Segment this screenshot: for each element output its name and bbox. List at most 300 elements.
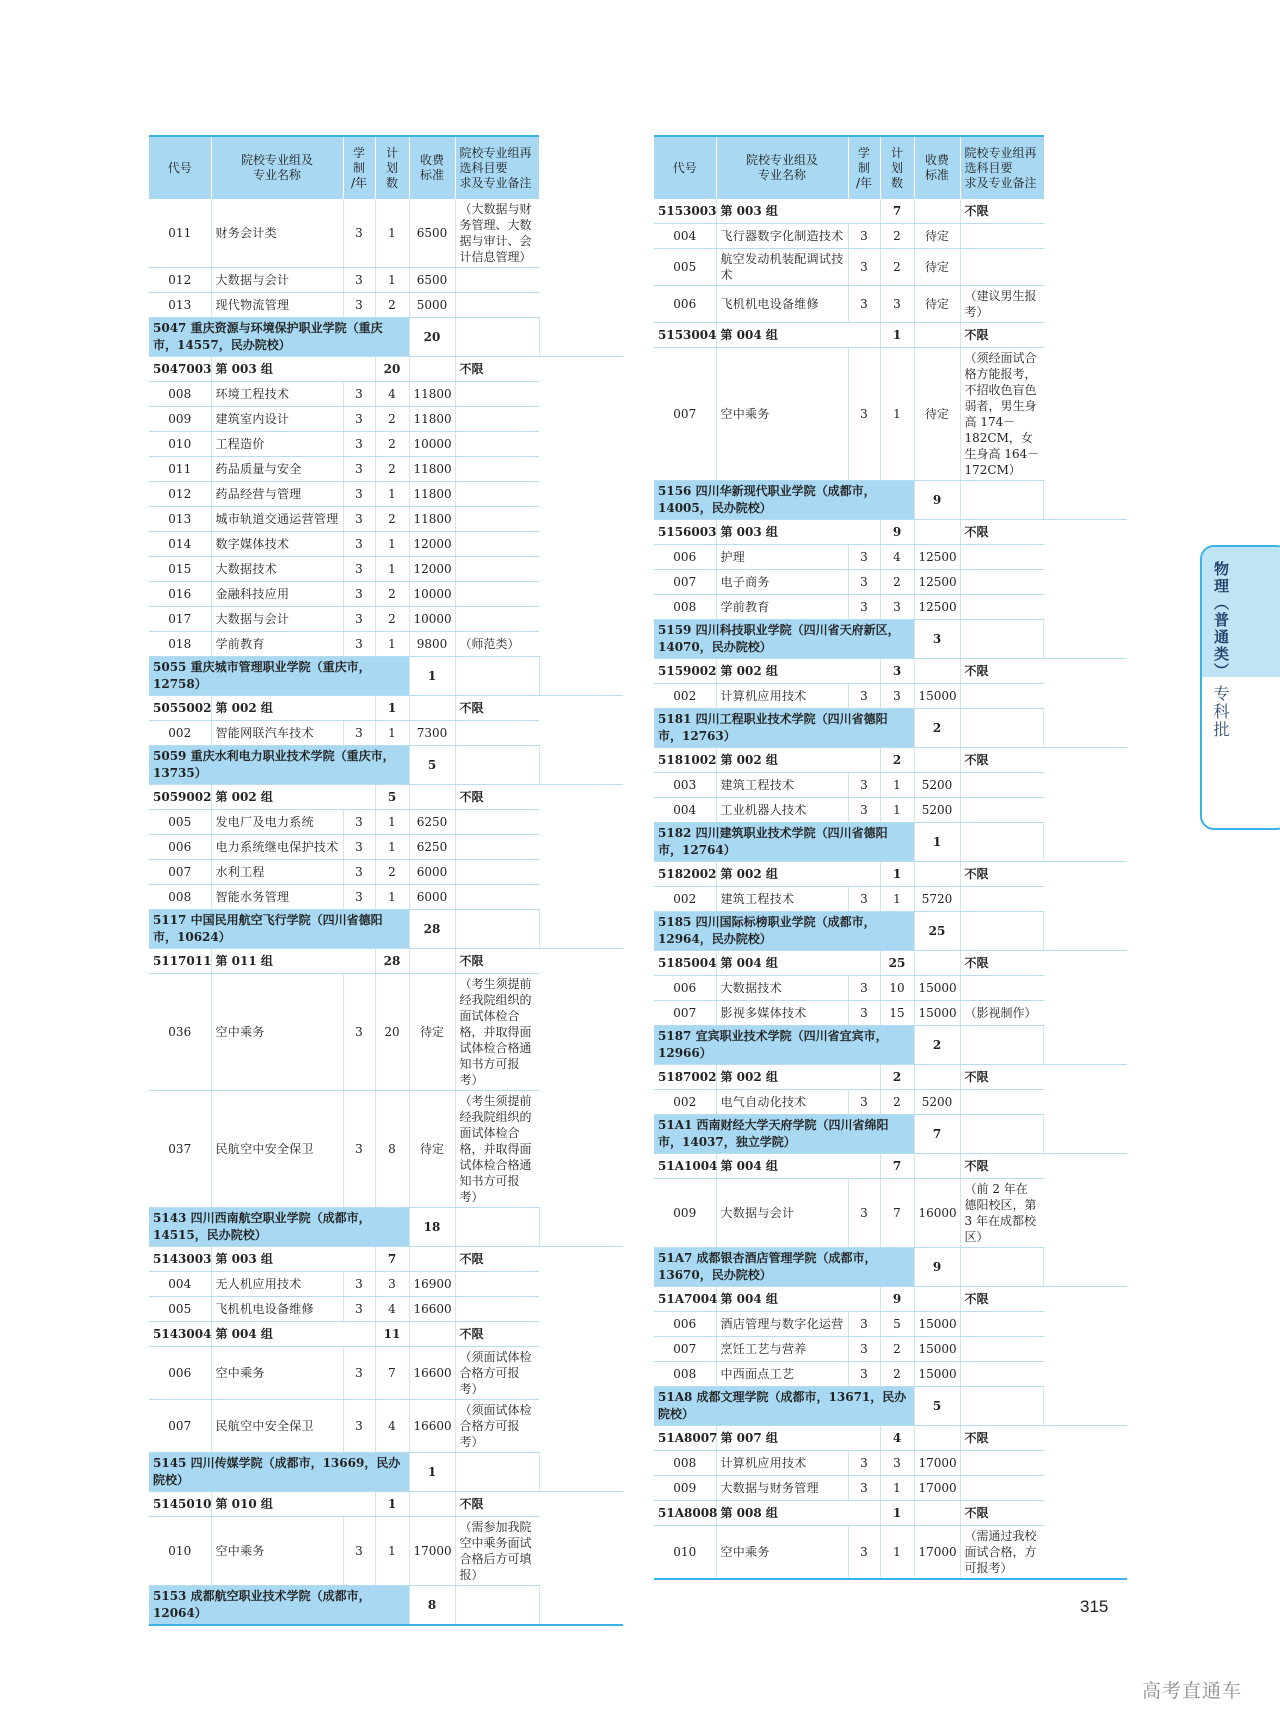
tuition-fee: 11800 [409,482,455,507]
major-code: 017 [149,607,211,632]
major-code: 006 [149,1347,211,1400]
study-years: 3 [343,1272,375,1297]
study-years: 3 [848,1090,880,1115]
major-name: 大数据与财务管理 [716,1476,848,1501]
tuition-fee: 12500 [914,595,960,620]
school-name: 5047 重庆资源与环境保护职业学院（重庆市，14557，民办院校） [149,318,409,357]
major-row [149,632,623,657]
empty-cell [539,1453,623,1492]
plan-count: 20 [375,974,409,1091]
major-remark [455,607,539,632]
header-code: 代号 [149,136,211,199]
major-row [149,974,623,1091]
group-name: 第 011 组 [211,949,375,974]
plan-count: 11 [375,1322,409,1347]
study-years: 3 [343,407,375,432]
major-remark: （须面试体检合格方可报考） [455,1400,539,1453]
major-name: 护理 [716,545,848,570]
study-years: 3 [848,773,880,798]
major-row [149,407,623,432]
major-row [654,684,1127,709]
major-name: 中西面点工艺 [716,1362,848,1387]
plan-count: 1 [375,1517,409,1586]
major-code: 007 [149,1400,211,1453]
major-remark [455,721,539,746]
study-years: 3 [343,860,375,885]
empty-cell [1044,1248,1128,1287]
plan-count: 3 [375,1272,409,1297]
subject-requirement: 不限 [960,199,1044,224]
empty-cell [1044,481,1128,520]
study-years: 3 [848,249,880,286]
major-code: 011 [149,457,211,482]
empty-cell [960,912,1044,951]
major-remark: （前 2 年在德阳校区，第 3 年在成都校区） [960,1179,1044,1248]
study-years: 3 [343,432,375,457]
group-code: 5055002 [149,696,211,721]
plan-count: 28 [375,949,409,974]
header-fee: 收费 标准 [409,136,455,199]
major-name: 数字媒体技术 [211,532,343,557]
empty-cell [960,1115,1044,1154]
major-name: 空中乘务 [211,1517,343,1586]
study-years: 3 [848,1476,880,1501]
plan-count: 2 [375,507,409,532]
major-row [149,293,623,318]
school-name: 5145 四川传媒学院（成都市，13669，民办院校） [149,1453,409,1492]
side-tab-batch: 专科批 [1211,685,1230,739]
major-row [654,1362,1127,1387]
study-years: 3 [848,1362,880,1387]
major-remark: （考生须提前经我院组织的面试体检合格，并取得面试体检合格通知书方可报考） [455,974,539,1091]
school-name: 51A7 成都银杏酒店管理学院（成都市，13670，民办院校） [654,1248,914,1287]
group-name: 第 008 组 [716,1501,880,1526]
right-table-header [654,136,1127,199]
major-row [149,532,623,557]
tuition-fee: 待定 [409,974,455,1091]
major-code: 002 [654,1090,716,1115]
empty-cell [914,659,960,684]
major-code: 014 [149,532,211,557]
header-plan: 计 划 数 [880,136,914,199]
group-row [654,199,1127,224]
empty-cell [1044,1026,1128,1065]
study-years: 3 [848,1179,880,1248]
plan-count: 3 [914,620,960,659]
major-remark [455,268,539,293]
major-remark [455,457,539,482]
header-fee: 收费 标准 [914,136,960,199]
major-code: 013 [149,293,211,318]
empty-cell [1044,1387,1128,1426]
right-admissions-table [654,135,1127,1580]
school-name: 5055 重庆城市管理职业学院（重庆市，12758） [149,657,409,696]
plan-count: 4 [880,1426,914,1451]
major-code: 037 [149,1091,211,1208]
major-remark [960,1337,1044,1362]
subject-requirement: 不限 [960,748,1044,773]
empty-cell [539,1208,623,1247]
plan-count: 4 [375,382,409,407]
tuition-fee: 10000 [409,432,455,457]
major-row [654,286,1127,323]
plan-count: 7 [880,1179,914,1248]
major-code: 009 [654,1476,716,1501]
major-name: 民航空中安全保卫 [211,1091,343,1208]
major-code: 012 [149,268,211,293]
school-row [149,910,623,949]
major-name: 智能水务管理 [211,885,343,910]
plan-count: 3 [880,595,914,620]
school-row [654,481,1127,520]
major-remark: （影视制作） [960,1001,1044,1026]
major-name: 工程造价 [211,432,343,457]
subject-requirement: 不限 [960,862,1044,887]
empty-cell [914,323,960,348]
study-years: 3 [848,570,880,595]
group-code: 5047003 [149,357,211,382]
group-row [149,785,623,810]
major-code: 009 [149,407,211,432]
major-row [149,885,623,910]
study-years: 3 [848,545,880,570]
school-row [654,620,1127,659]
plan-count: 9 [914,481,960,520]
empty-cell [409,696,455,721]
major-name: 建筑室内设计 [211,407,343,432]
group-name: 第 004 组 [211,1322,375,1347]
group-code: 5181002 [654,748,716,773]
group-code: 5187002 [654,1065,716,1090]
tuition-fee: 15000 [914,1337,960,1362]
group-code: 5143003 [149,1247,211,1272]
group-name: 第 003 组 [716,520,880,545]
major-code: 007 [654,348,716,481]
study-years: 3 [343,199,375,268]
header-remarks: 院校专业组再选科目要 求及专业备注 [960,136,1044,199]
study-years: 3 [343,582,375,607]
subject-requirement: 不限 [960,1426,1044,1451]
empty-cell [455,910,539,949]
group-name: 第 010 组 [211,1492,375,1517]
major-remark: （建议男生报考） [960,286,1044,323]
plan-count: 2 [880,1362,914,1387]
major-row [149,1297,623,1322]
tuition-fee: 7300 [409,721,455,746]
major-name: 飞机机电设备维修 [716,286,848,323]
empty-cell [914,1501,960,1526]
major-row [149,1091,623,1208]
plan-count: 10 [880,976,914,1001]
plan-count: 1 [409,657,455,696]
major-name: 民航空中安全保卫 [211,1400,343,1453]
plan-count: 2 [914,709,960,748]
header-years: 学 制 /年 [848,136,880,199]
major-name: 烹饪工艺与营养 [716,1337,848,1362]
major-name: 建筑工程技术 [716,773,848,798]
major-name: 电力系统继电保护技术 [211,835,343,860]
major-row [149,835,623,860]
plan-count: 7 [375,1247,409,1272]
major-code: 036 [149,974,211,1091]
empty-cell [409,357,455,382]
major-remark [960,976,1044,1001]
school-row [654,1248,1127,1287]
major-code: 006 [654,1312,716,1337]
plan-count: 2 [375,407,409,432]
major-row [654,1526,1127,1580]
subject-requirement: 不限 [455,1492,539,1517]
empty-cell [409,785,455,810]
group-name: 第 003 组 [211,357,375,382]
school-row [654,1026,1127,1065]
tuition-fee: 10000 [409,582,455,607]
tuition-fee: 15000 [914,1001,960,1026]
plan-count: 8 [409,1586,455,1626]
tuition-fee: 待定 [409,1091,455,1208]
major-code: 008 [654,1451,716,1476]
group-row [149,1492,623,1517]
major-code: 011 [149,199,211,268]
empty-cell [1044,912,1128,951]
major-name: 空中乘务 [211,1347,343,1400]
major-row [654,976,1127,1001]
plan-count: 1 [880,323,914,348]
major-name: 财务会计类 [211,199,343,268]
empty-cell [409,1492,455,1517]
school-name: 5153 成都航空职业技术学院（成都市，12064） [149,1586,409,1626]
subject-requirement: 不限 [455,785,539,810]
group-name: 第 004 组 [716,951,880,976]
study-years: 3 [343,293,375,318]
empty-cell [1044,709,1128,748]
major-name: 大数据与会计 [211,607,343,632]
school-name: 5187 宜宾职业技术学院（四川省宜宾市，12966） [654,1026,914,1065]
page-number: 315 [1080,1597,1109,1616]
major-remark [960,224,1044,249]
major-name: 大数据与会计 [716,1179,848,1248]
study-years: 3 [343,1347,375,1400]
tuition-fee: 待定 [914,224,960,249]
empty-cell [914,1065,960,1090]
major-remark [455,860,539,885]
school-row [654,1115,1127,1154]
plan-count: 1 [880,1476,914,1501]
plan-count: 1 [375,199,409,268]
subject-requirement: 不限 [960,520,1044,545]
study-years: 3 [848,1451,880,1476]
empty-cell [914,951,960,976]
major-remark: （需通过我校面试合格，方可报考） [960,1526,1044,1580]
major-remark: （考生须提前经我院组织的面试体检合格，并取得面试体检合格通知书方可报考） [455,1091,539,1208]
major-name: 药品经营与管理 [211,482,343,507]
plan-count: 20 [409,318,455,357]
major-row [149,582,623,607]
group-row [654,323,1127,348]
major-remark [455,810,539,835]
major-remark [960,595,1044,620]
study-years: 3 [343,507,375,532]
empty-cell [960,709,1044,748]
plan-count: 1 [375,532,409,557]
school-row [654,709,1127,748]
empty-cell [455,1208,539,1247]
study-years: 3 [343,632,375,657]
major-name: 计算机应用技术 [716,1451,848,1476]
plan-count: 1 [409,1453,455,1492]
school-name: 5156 四川华新现代职业学院（成都市，14005，民办院校） [654,481,914,520]
school-name: 5181 四川工程职业技术学院（四川省德阳市，12763） [654,709,914,748]
tuition-fee: 12500 [914,545,960,570]
plan-count: 25 [914,912,960,951]
plan-count: 1 [375,557,409,582]
major-name: 水利工程 [211,860,343,885]
school-row [149,1208,623,1247]
major-row [149,1517,623,1586]
major-remark: （须面试体检合格方可报考） [455,1347,539,1400]
study-years: 3 [848,1526,880,1580]
major-name: 空中乘务 [716,1526,848,1580]
empty-cell [914,862,960,887]
major-remark [455,1297,539,1322]
empty-cell [455,318,539,357]
group-row [654,748,1127,773]
empty-cell [409,1322,455,1347]
study-years: 3 [848,286,880,323]
major-remark [455,293,539,318]
major-remark [960,1362,1044,1387]
tuition-fee: 17000 [914,1476,960,1501]
subject-requirement: 不限 [960,1154,1044,1179]
major-remark [455,557,539,582]
tuition-fee: 17000 [914,1526,960,1580]
major-code: 008 [149,382,211,407]
major-remark [960,1090,1044,1115]
major-code: 010 [654,1526,716,1580]
study-years: 3 [343,885,375,910]
school-name: 5117 中国民用航空飞行学院（四川省德阳市，10624） [149,910,409,949]
major-name: 影视多媒体技术 [716,1001,848,1026]
tuition-fee: 6000 [409,860,455,885]
group-code: 5182002 [654,862,716,887]
plan-count: 15 [880,1001,914,1026]
group-row [654,862,1127,887]
group-code: 5153003 [654,199,716,224]
major-row [149,268,623,293]
side-tab-category: 物理（普通类） [1212,561,1230,680]
study-years: 3 [343,1400,375,1453]
study-years: 3 [343,810,375,835]
tuition-fee: 5200 [914,773,960,798]
tuition-fee: 5200 [914,798,960,823]
subject-requirement: 不限 [960,951,1044,976]
major-row [149,607,623,632]
empty-cell [960,1387,1044,1426]
group-row [149,696,623,721]
group-row [149,357,623,382]
school-name: 5059 重庆水利电力职业技术学院（重庆市，13735） [149,746,409,785]
group-name: 第 004 组 [716,1287,880,1312]
study-years: 3 [343,268,375,293]
major-remark [455,885,539,910]
major-code: 016 [149,582,211,607]
subject-requirement: 不限 [960,1287,1044,1312]
group-row [654,1426,1127,1451]
major-row [149,1347,623,1400]
plan-count: 1 [375,632,409,657]
tuition-fee: 12500 [914,570,960,595]
major-row [149,199,623,268]
plan-count: 1 [375,721,409,746]
tuition-fee: 9800 [409,632,455,657]
plan-count: 9 [880,520,914,545]
empty-cell [1044,823,1128,862]
empty-cell [539,657,623,696]
major-code: 010 [149,1517,211,1586]
major-name: 工业机器人技术 [716,798,848,823]
major-remark [960,887,1044,912]
group-row [149,949,623,974]
major-remark [960,545,1044,570]
major-code: 003 [654,773,716,798]
plan-count: 5 [914,1387,960,1426]
major-code: 004 [654,224,716,249]
plan-count: 2 [880,249,914,286]
group-row [654,951,1127,976]
school-row [654,823,1127,862]
plan-count: 4 [880,545,914,570]
tuition-fee: 5200 [914,1090,960,1115]
tuition-fee: 16900 [409,1272,455,1297]
group-code: 5145010 [149,1492,211,1517]
major-remark [455,482,539,507]
plan-count: 1 [375,696,409,721]
left-table-header [149,136,623,199]
plan-count: 8 [375,1091,409,1208]
group-code: 5159002 [654,659,716,684]
group-code: 5143004 [149,1322,211,1347]
subject-requirement: 不限 [455,1322,539,1347]
school-name: 5143 四川西南航空职业学院（成都市，14515，民办院校） [149,1208,409,1247]
major-row [654,595,1127,620]
major-name: 智能网联汽车技术 [211,721,343,746]
major-row [149,721,623,746]
major-code: 013 [149,507,211,532]
plan-count: 7 [914,1115,960,1154]
study-years: 3 [343,382,375,407]
study-years: 3 [343,532,375,557]
major-name: 电子商务 [716,570,848,595]
plan-count: 5 [880,1312,914,1337]
major-remark: （须经面试合格方能报考，不招收色盲色弱者，男生身高 174－182CM，女生身高 164－172CM） [960,348,1044,481]
major-name: 大数据技术 [716,976,848,1001]
empty-cell [539,1586,623,1626]
major-row [149,482,623,507]
group-code: 5059002 [149,785,211,810]
empty-cell [455,1586,539,1626]
plan-count: 1 [914,823,960,862]
tuition-fee: 15000 [914,1362,960,1387]
major-code: 002 [654,684,716,709]
major-code: 010 [149,432,211,457]
group-code: 51A7004 [654,1287,716,1312]
study-years: 3 [343,607,375,632]
major-row [654,348,1127,481]
plan-count: 1 [375,1492,409,1517]
group-name: 第 002 组 [716,659,880,684]
group-row [654,659,1127,684]
tuition-fee: 10000 [409,607,455,632]
